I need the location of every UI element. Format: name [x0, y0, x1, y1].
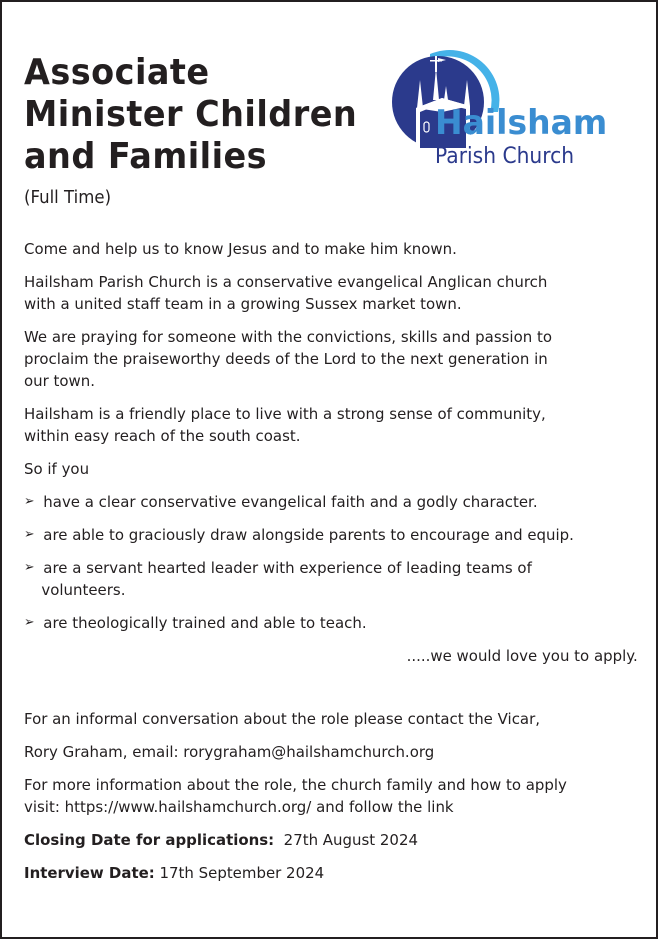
- advert-body: [24, 238, 644, 895]
- title-line-2: Minister Children: [24, 94, 358, 135]
- arrow-bullet-icon: ➢: [24, 494, 35, 509]
- hailsham-parish-church-logo: [390, 50, 640, 172]
- criteria-lead: So if you: [24, 460, 90, 478]
- contact-email[interactable]: Rory Graham, email: rorygraham@hailshamchurch.org: [24, 743, 435, 761]
- criteria-item: ➢ are a servant hearted leader with experience of leading teams of volunteers.: [24, 559, 532, 599]
- job-type-subtitle: (Full Time): [24, 187, 112, 208]
- title-line-1: Associate: [24, 52, 210, 93]
- apply-invitation: .....we would love you to apply.: [406, 647, 638, 665]
- criteria-item: ➢ are theologically trained and able to teach.: [24, 614, 367, 632]
- arrow-bullet-icon: ➢: [24, 615, 35, 630]
- closing-date-value: 27th August 2024: [283, 831, 418, 849]
- intro-church-description: Hailsham Parish Church is a conservative evangelical Anglican church with a united staff team in a growing Sussex market town.: [24, 273, 548, 313]
- intro-prayer: We are praying for someone with the convictions, skills and passion to proclaim the praiseworthy deeds of the Lord to the next generation in our town.: [24, 328, 552, 390]
- interview-date-label: Interview Date:: [24, 864, 155, 882]
- criteria-item: ➢ are able to graciously draw alongside parents to encourage and equip.: [24, 526, 574, 544]
- title-line-3: and Families: [24, 136, 268, 177]
- page-title: [24, 52, 357, 178]
- closing-date-label: Closing Date for applications:: [24, 831, 275, 849]
- interview-date-value: 17th September 2024: [159, 864, 325, 882]
- section-spacer: [24, 678, 644, 708]
- criteria-item: ➢ have a clear conservative evangelical faith and a godly character.: [24, 493, 538, 511]
- more-info: For more information about the role, the church family and how to apply visit: https://www.hailshamchurch.org/ and follow the link: [24, 776, 567, 816]
- website-link[interactable]: visit: https://www.hailshamchurch.org/ and follow the link: [24, 798, 454, 816]
- interview-date: [24, 862, 622, 884]
- logo-wordmark: Hailsham: [435, 103, 608, 143]
- arrow-bullet-icon: ➢: [24, 560, 35, 575]
- arrow-bullet-icon: ➢: [24, 527, 35, 542]
- closing-date: [24, 829, 622, 851]
- intro-location: Hailsham is a friendly place to live with a strong sense of community, within easy reach of the south coast.: [24, 405, 546, 445]
- logo-subtitle: Parish Church: [435, 144, 575, 169]
- contact-line: For an informal conversation about the role please contact the Vicar,: [24, 710, 540, 728]
- intro-tagline: Come and help us to know Jesus and to make him known.: [24, 240, 457, 258]
